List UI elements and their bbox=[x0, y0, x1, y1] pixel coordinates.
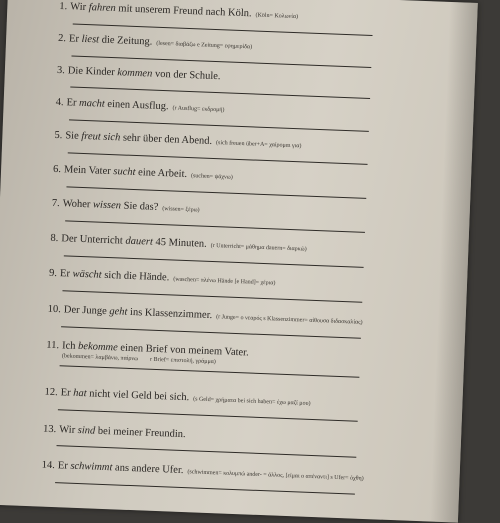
exercise-7: 7. Woher wissen Sie das? (wissen= ξέρω) bbox=[51, 198, 412, 235]
exercise-hint: (bekommen= λαμβάνω, παίρνω r Brief= επιστολή, γράμμα) bbox=[61, 353, 216, 366]
answer-line[interactable] bbox=[55, 482, 355, 495]
answer-line[interactable] bbox=[68, 152, 368, 165]
answer-line[interactable] bbox=[66, 186, 366, 199]
exercise-hint: (sich freuen über+A= χαίρομαι για) bbox=[215, 140, 302, 150]
exercise-hint: (suchen= ψάχνω) bbox=[190, 173, 233, 181]
exercise-8: 8. Der Unterricht dauert 45 Minuten. (r Unterricht= μάθημα dauern= διαρκώ) bbox=[50, 233, 411, 270]
answer-line[interactable] bbox=[71, 55, 371, 68]
exercise-hint: (r Junge= ο νεαρός s Klassenzimmer= αίθουσα διδασκαλίας) bbox=[216, 314, 363, 326]
exercise-verb: freut sich bbox=[81, 130, 121, 144]
exercise-4: 4. Er macht einen Ausflug. (r Ausflug= εκδρομή) bbox=[55, 97, 416, 134]
exercise-14: 14. Er schwimmt ans andere Ufer. (schwimmen= κολυμπώ ander- = άλλος, [είμαι ο απέναντι] s Ufer= όχθη) bbox=[41, 460, 402, 497]
exercise-hint: (r Ausflug= εκδρομή) bbox=[172, 105, 225, 114]
exercise-verb: liest bbox=[81, 33, 100, 46]
answer-line[interactable] bbox=[65, 220, 365, 233]
exercise-6: 6. Mein Vater sucht eine Arbeit. (suchen= ψάχνω) bbox=[52, 164, 413, 201]
exercise-hint: (Köln= Κολωνία) bbox=[255, 12, 299, 21]
answer-line[interactable] bbox=[73, 23, 373, 36]
exercise-verb: sind bbox=[77, 424, 96, 437]
exercise-verb: geht bbox=[109, 306, 128, 318]
answer-line[interactable] bbox=[70, 86, 370, 99]
exercise-number: 9. bbox=[48, 267, 58, 280]
exercise-9: 9. Er wäscht sich die Hände. (waschen= πλένω Hände [e Hand]= χέρια) bbox=[48, 268, 409, 305]
exercise-hint: (r Unterricht= μάθημα dauern= διαρκώ) bbox=[210, 242, 307, 253]
exercise-verb: hat bbox=[73, 387, 87, 400]
exercise-10: 10. Der Junge geht ins Klassenzimmer. (r Junge= ο νεαρός s Klassenzimmer= αίθουσα διδασκαλίας) bbox=[47, 304, 408, 341]
exercise-hint: (lesen= διαβάζω e Zeitung= εφημερίδα) bbox=[156, 40, 253, 51]
answer-line[interactable] bbox=[69, 119, 369, 132]
exercise-12: 12. Er hat nicht viel Geld bei sich. (s Geld= χρήματα bei sich haben= έχω μαζί μου) bbox=[44, 387, 405, 424]
exercise-number: 2. bbox=[57, 32, 67, 45]
exercise-number: 3. bbox=[56, 64, 66, 77]
answer-line[interactable] bbox=[62, 290, 362, 303]
page-edge-shadow bbox=[430, 2, 478, 523]
exercise-2: 2. Er liest die Zeitung. (lesen= διαβάζω e Zeitung= εφημερίδα) bbox=[57, 33, 418, 70]
exercise-number: 7. bbox=[51, 197, 60, 210]
exercise-verb: sucht bbox=[113, 166, 136, 179]
answer-line[interactable] bbox=[64, 255, 364, 268]
exercise-verb: kommen bbox=[117, 67, 153, 80]
exercise-verb: dauert bbox=[125, 235, 154, 248]
exercise-1: 1. Wir fahren mit unserem Freund nach Köln. (Köln= Κολωνία) bbox=[59, 1, 420, 38]
exercise-number: 5. bbox=[54, 129, 63, 142]
exercise-verb: bekomme bbox=[77, 340, 118, 354]
exercise-verb: schwimmt bbox=[70, 460, 113, 474]
exercise-11: 11. Ich bekomme einen Brief von meinem Vater. (bekommen= λαμβάνω, παίρνω r Brief= επιστολή, γράμμα) bbox=[46, 340, 407, 380]
exercise-number: 11. bbox=[46, 339, 60, 352]
exercise-verb: fahren bbox=[88, 2, 116, 15]
exercise-verb: macht bbox=[78, 97, 105, 110]
exercise-number: 10. bbox=[47, 303, 62, 316]
exercise-hint: (waschen= πλένω Hände [e Hand]= χέρια) bbox=[173, 276, 276, 287]
exercise-13: 13. Wir sind bei meiner Freundin. bbox=[43, 424, 404, 460]
answer-line[interactable] bbox=[57, 445, 357, 458]
exercise-number: 12. bbox=[44, 386, 58, 399]
exercise-hint: (wissen= ξέρω) bbox=[162, 206, 200, 214]
exercise-number: 8. bbox=[50, 232, 59, 245]
answer-line[interactable] bbox=[58, 409, 358, 422]
exercise-hint: (s Geld= χρήματα bei sich haben= έχω μαζί μου) bbox=[193, 396, 311, 407]
exercise-number: 4. bbox=[55, 96, 64, 109]
exercise-verb: wissen bbox=[92, 199, 122, 212]
exercise-number: 6. bbox=[52, 163, 62, 176]
exercise-5: 5. Sie freut sich sehr über den Abend. (sich freuen über+A= χαίρομαι για) bbox=[54, 130, 415, 167]
exercise-hint: (schwimmen= κολυμπώ ander- = άλλος, [είμαι ο απέναντι] s Ufer= όχθη) bbox=[187, 469, 364, 482]
exercise-verb: wäscht bbox=[72, 268, 102, 281]
exercise-number: 14. bbox=[41, 459, 56, 472]
exercise-number: 1. bbox=[59, 0, 68, 13]
answer-line[interactable] bbox=[61, 326, 361, 339]
exercise-3: 3. Die Kinder kommen von der Schule. bbox=[56, 65, 417, 101]
exercise-number: 13. bbox=[42, 423, 57, 436]
